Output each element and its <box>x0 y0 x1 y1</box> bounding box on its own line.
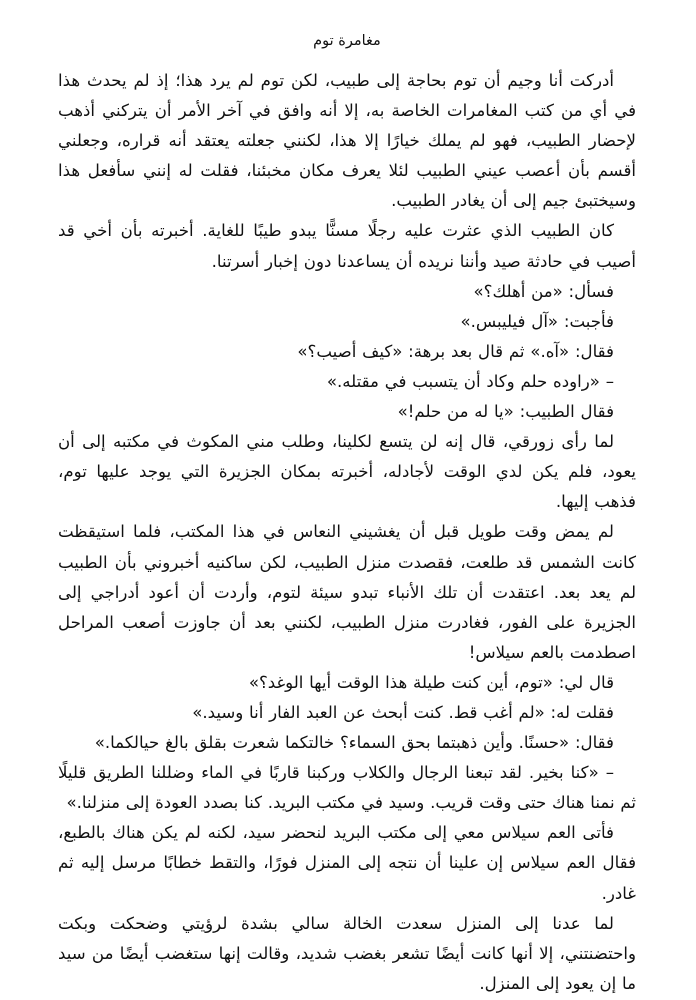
dialogue-line: فقلت له: «لم أغب قط. كنت أبحث عن العبد الفار أنا وسيد.» <box>192 702 614 722</box>
paragraph: أدركت أنا وجيم أن توم بحاجة إلى طبيب، لكن توم لم يرد هذا؛ إذ لم يحدث هذا في أي من كتب المغامرات الخاصة به، إلا أنه وافق في آخر الأمر أن يتركني أذهب لإحضار الطبيب، فهو لم يملك خيارًا إلا هذا، لكنني جعلته يعتقد أنه قراره، وجعلني أقسم بأن أعصب عيني الطبيب لئلا يعرف مكان مخبئنا، فقلت له إنني سأفعل هذا وسيختبئ جيم إلى أن يغادر الطبيب. <box>58 71 636 211</box>
paragraph: لما رأى زورقي، قال إنه لن يتسع لكلينا، وطلب مني المكوث في مكتبه إلى أن يعود، فلم يكن لدي الوقت لأجادله، أخبرته بمكان الجزيرة التي يوجد عليها توم، فذهب إليها. <box>58 432 636 512</box>
paragraph: كان الطبيب الذي عثرت عليه رجلًا مسنًّا يبدو طيبًا للغاية. أخبرته بأن أخي قد أصيب في حادثة صيد وأننا نريده أن يساعدنا دون إخبار أسرتنا. <box>58 221 636 271</box>
dialogue-line: فقال الطبيب: «يا له من حلم!» <box>397 402 614 422</box>
body-text <box>58 66 636 999</box>
dialogue-line: – «راوده حلم وكاد أن يتسبب في مقتله.» <box>326 371 614 391</box>
paragraph: لما عدنا إلى المنزل سعدت الخالة سالي بشدة لرؤيتي وضحكت وبكت واحتضنتني، إلا أنها كانت أيضًا تشعر بغضب شديد، وقالت إنها ستغضب أيضًا من سيد ما إن يعود إلى المنزل. <box>58 913 636 993</box>
dialogue-line: فأجبت: «آل فيليبس.» <box>460 311 614 331</box>
dialogue-line: فقال: «حسنًا. وأين ذهبتما بحق السماء؟ خالتكما شعرت بقلق بالغ حيالكما.» <box>94 733 614 753</box>
dialogue-line: فقال: «آه.» ثم قال بعد برهة: «كيف أصيب؟» <box>297 341 614 361</box>
book-page <box>58 30 636 993</box>
dialogue-paragraph: – «كنا بخير. لقد تبعنا الرجال والكلاب وركبنا قاربًا في الماء وضللنا الطريق قليلًا ثم نمنا هناك حتى وقت قريب. وسيد في مكتب البريد. كنا بصدد العودة إلى منزلنا.» <box>58 763 636 813</box>
paragraph: لم يمض وقت طويل قبل أن يغشيني النعاس في هذا المكتب، فلما استيقظت كانت الشمس قد طلعت، فقصدت منزل الطبيب، لكن ساكنيه أخبروني بأن الطبيب لم يعد بعد. اعتقدت أن تلك الأنباء تبدو سيئة لتوم، وأردت أن أعود أدراجي إلى الجزيرة على الفور، فغادرت منزل الطبيب، لكنني بعد أن جاوزت أصعب المراحل اصطدمت بالعم سيلاس! <box>58 522 636 662</box>
paragraph: فأتى العم سيلاس معي إلى مكتب البريد لنحضر سيد، لكنه لم يكن هناك بالطبع، فقال العم سيلاس إن علينا أن نتجه إلى المنزل فورًا، والتقط خطابًا مرسل إليه ثم غادر. <box>58 823 636 903</box>
dialogue-line: فسأل: «من أهلك؟» <box>473 281 614 301</box>
dialogue-line: قال لي: «توم، أين كنت طيلة هذا الوقت أيها الوغد؟» <box>248 672 614 692</box>
running-head: مغامرة توم <box>313 33 381 49</box>
